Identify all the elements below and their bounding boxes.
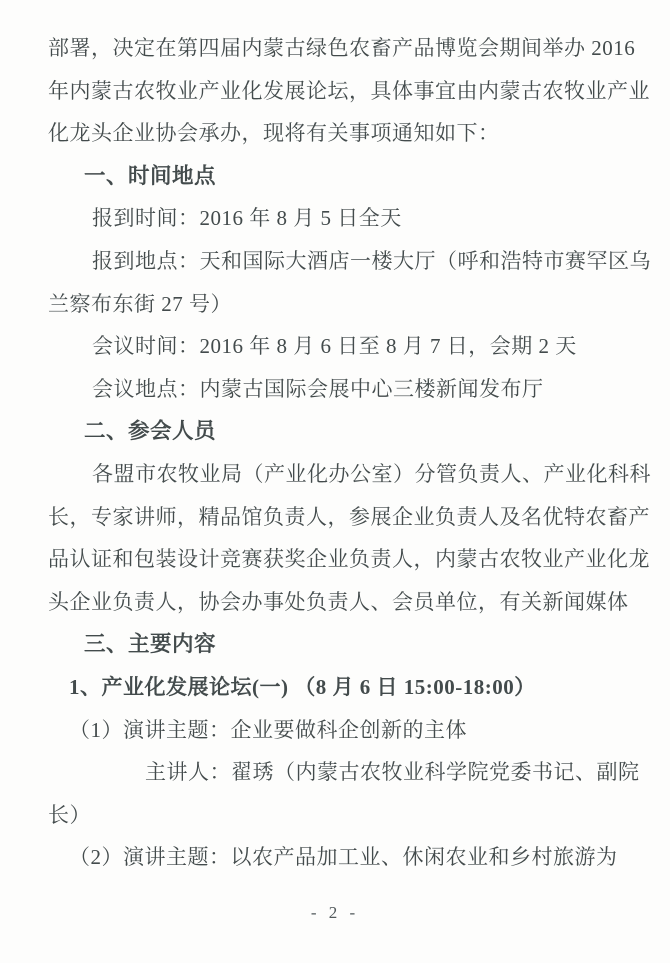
- paragraph-line: 各盟市农牧业局（产业化办公室）分管负责人、产业化科科: [92, 461, 651, 486]
- paragraph-line: 年内蒙古农牧业产业化发展论坛，具体事宜由内蒙古农牧业产业: [48, 78, 650, 103]
- section-heading-main-content: 三、主要内容: [84, 632, 217, 657]
- paragraph-line: 头企业负责人，协会办事处负责人、会员单位，有关新闻媒体: [48, 589, 629, 614]
- section-heading-time-place: 一、时间地点: [84, 163, 217, 188]
- paragraph-line: 品认证和包装设计竞赛获奖企业负责人，内蒙古农牧业产业化龙: [48, 547, 650, 572]
- line-meeting-time: 会议时间：2016 年 8 月 6 日至 8 月 7 日，会期 2 天: [92, 334, 577, 359]
- document-body: [48, 27, 651, 879]
- paragraph-line: 长，专家讲师，精品馆负责人，参展企业负责人及名优特农畜产: [48, 504, 650, 529]
- line-checkin-time: 报到时间：2016 年 8 月 5 日全天: [92, 206, 402, 231]
- paragraph-line: 部署，决定在第四届内蒙古绿色农畜产品博览会期间举办 2016: [48, 36, 636, 60]
- line-speaker-1-cont: 长）: [48, 802, 91, 827]
- line-speech-topic-2: （2）演讲主题：以农产品加工业、休闲农业和乡村旅游为: [69, 845, 618, 870]
- paragraph-line: 化龙头企业协会承办，现将有关事项通知如下：: [48, 121, 500, 146]
- line-checkin-place-cont: 兰察布东街 27 号）: [48, 291, 232, 316]
- line-checkin-place: 报到地点：天和国际大酒店一楼大厅（呼和浩特市赛罕区乌: [92, 248, 651, 273]
- line-speaker-1: 主讲人：翟琇（内蒙古农牧业科学院党委书记、副院: [145, 760, 640, 785]
- subheading-forum-1: 1、产业化发展论坛(一) （8 月 6 日 15:00-18:00）: [69, 674, 536, 699]
- line-meeting-place: 会议地点：内蒙古国际会展中心三楼新闻发布厅: [92, 376, 544, 401]
- section-heading-participants: 二、参会人员: [84, 419, 217, 444]
- line-speech-topic-1: （1）演讲主题：企业要做科企创新的主体: [69, 717, 467, 742]
- page-number: - 2 -: [310, 903, 360, 922]
